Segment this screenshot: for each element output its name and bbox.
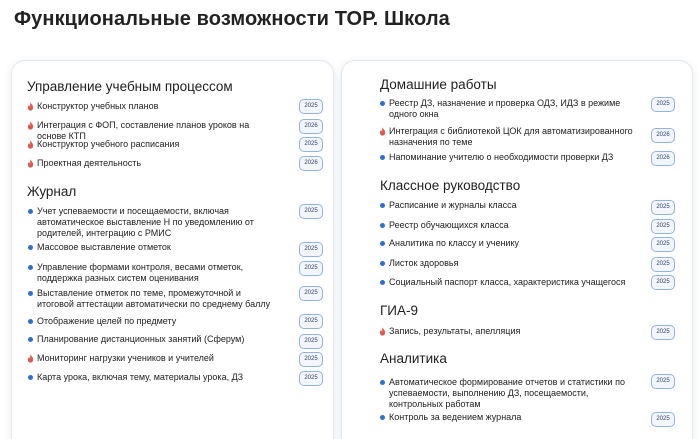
feature-item-label: Реестр ДЗ, назначение и проверка ОДЗ, ИДЗ в режиме одного окна [389, 98, 621, 119]
feature-item [27, 242, 275, 253]
feature-item-label: Проектная деятельность [37, 158, 142, 168]
bullet-dot-icon [379, 238, 389, 249]
year-badge: 2025 [651, 219, 675, 234]
bullet-dot-icon [27, 334, 37, 345]
year-badge: 2025 [299, 204, 323, 219]
bullet-dot-icon [27, 372, 37, 383]
flame-icon [27, 158, 37, 169]
flame-icon [27, 139, 37, 150]
flame-icon [379, 126, 389, 137]
feature-item-label: Напоминание учителю о необходимости проверки ДЗ [389, 152, 614, 162]
section-title: Аналитика [380, 351, 447, 366]
feature-item-label: Расписание и журналы класса [389, 200, 517, 210]
bullet-dot-icon [379, 220, 389, 231]
feature-item [379, 412, 641, 423]
feature-item [27, 206, 275, 239]
year-badge: 2025 [651, 237, 675, 252]
bullet-dot-icon [27, 206, 37, 217]
feature-item-label: Аналитика по классу и ученику [389, 238, 519, 248]
year-badge: 2025 [651, 257, 675, 272]
year-badge: 2025 [299, 137, 323, 152]
year-badge: 2025 [299, 334, 323, 349]
bullet-dot-icon [379, 98, 389, 109]
feature-item [379, 238, 641, 249]
feature-item [27, 139, 275, 150]
feature-item-label: Интеграция с библиотекой ЦОК для автоматизированного назначения по теме [389, 126, 633, 147]
flame-icon [27, 101, 37, 112]
bullet-dot-icon [379, 152, 389, 163]
feature-item [379, 258, 641, 269]
bullet-dot-icon [379, 258, 389, 269]
year-badge: 2025 [651, 97, 675, 112]
year-badge: 2025 [299, 286, 323, 301]
feature-item [27, 101, 275, 112]
bullet-dot-icon [27, 316, 37, 327]
year-badge: 2026 [299, 119, 323, 134]
feature-item [379, 200, 641, 211]
feature-item [379, 377, 641, 410]
flame-icon [27, 120, 37, 131]
year-badge: 2025 [299, 371, 323, 386]
year-badge: 2025 [651, 275, 675, 290]
feature-item [27, 288, 275, 310]
feature-item-label: Выставление отметок по теме, промежуточной и итоговой аттестации автоматически по среднему баллу [37, 288, 271, 309]
feature-item-label: Запись, результаты, апелляция [389, 326, 521, 336]
feature-item [27, 316, 275, 327]
section-title: Управление учебным процессом [27, 79, 233, 94]
bullet-dot-icon [379, 377, 389, 388]
feature-item [379, 277, 641, 288]
year-badge: 2026 [299, 156, 323, 171]
bullet-dot-icon [27, 262, 37, 273]
feature-item-label: Реестр обучающихся класса [389, 220, 509, 230]
flame-icon [379, 326, 389, 337]
feature-item [379, 126, 641, 148]
bullet-dot-icon [379, 200, 389, 211]
year-badge: 2025 [299, 314, 323, 329]
bullet-dot-icon [379, 277, 389, 288]
feature-item [27, 262, 275, 284]
feature-item-label: Учет успеваемости и посещаемости, включая автоматическое выставление Н по уведомлению от родителей, интеграцию с РМИС [37, 206, 254, 238]
bullet-dot-icon [27, 242, 37, 253]
year-badge: 2025 [299, 242, 323, 257]
feature-item-label: Интеграция с ФОП, составление планов уроков на основе КТП [37, 120, 250, 141]
feature-item [379, 220, 641, 231]
year-badge: 2025 [651, 325, 675, 340]
bullet-dot-icon [27, 288, 37, 299]
year-badge: 2025 [299, 99, 323, 114]
feature-item-label: Управление формами контроля, весами отметок, поддержка разных систем оценивания [37, 262, 244, 283]
year-badge: 2025 [651, 200, 675, 215]
feature-item [27, 158, 275, 169]
year-badge: 2026 [651, 128, 675, 143]
year-badge: 2025 [299, 261, 323, 276]
feature-item [27, 372, 275, 383]
feature-item [379, 326, 641, 337]
feature-item [379, 98, 641, 120]
bullet-dot-icon [379, 412, 389, 423]
year-badge: 2026 [651, 151, 675, 166]
feature-item [27, 334, 275, 345]
flame-icon [27, 353, 37, 364]
feature-item-label: Автоматическое формирование отчетов и статистики по успеваемости, выполнению ДЗ, посещаемости, контрольных работам [389, 377, 625, 409]
feature-item-label: Карта урока, включая тему, материалы урока, ДЗ [37, 372, 244, 382]
feature-item-label: Массовое выставление отметок [37, 242, 171, 252]
feature-item-label: Конструктор учебного расписания [37, 139, 180, 149]
feature-item [27, 353, 275, 364]
section-title: Классное руководство [380, 178, 521, 193]
year-badge: 2025 [651, 412, 675, 427]
page-title: Функциональные возможности ТОР. Школа [14, 8, 450, 30]
feature-item-label: Конструктор учебных планов [37, 101, 159, 111]
feature-item-label: Контроль за ведением журнала [389, 412, 522, 422]
feature-item [379, 152, 641, 163]
year-badge: 2025 [299, 352, 323, 367]
section-title: ГИА-9 [380, 303, 419, 318]
feature-item-label: Социальный паспорт класса, характеристика учащегося [389, 277, 626, 287]
feature-item-label: Листок здоровья [389, 258, 459, 268]
year-badge: 2025 [651, 374, 675, 389]
feature-item-label: Мониторинг нагрузки учеников и учителей [37, 353, 214, 363]
feature-item-label: Планирование дистанционных занятий (Сферум) [37, 334, 245, 344]
feature-item-label: Отображение целей по предмету [37, 316, 177, 326]
section-title: Домашние работы [380, 77, 497, 92]
section-title: Журнал [27, 184, 77, 199]
